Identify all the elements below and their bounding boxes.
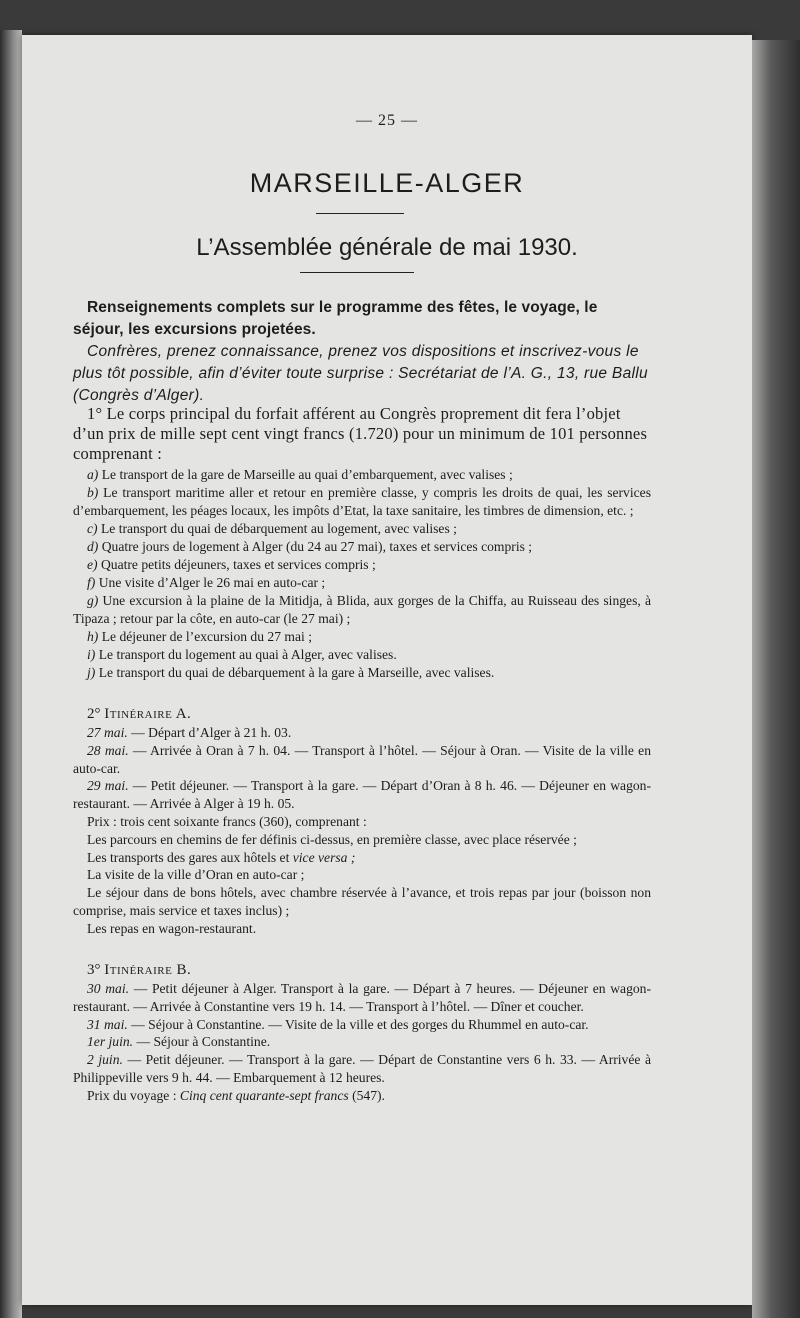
list-item: g) Une excursion à la plaine de la Mitidja, à Blida, aux gorges de la Chiffa, au Ruisseau des singes, à Tipaza ; retour par la côte, en auto-car (le 27 mai) ;: [73, 593, 651, 626]
includes-line: Le séjour dans de bons hôtels, avec chambre réservée à l’avance, et trois repas par jour (boisson non comprise, mais service et taxes inclus) ;: [73, 885, 651, 918]
intro-italic: Confrères, prenez connaissance, prenez vos dispositions et inscrivez-vous le plus tôt possible, afin d’éviter toute surprise : Secrétariat de l’A. G., 13, rue Ballu (Congrès d’Alger).: [73, 343, 648, 404]
section-1-intro: 1° Le corps principal du forfait afférent au Congrès proprement dit fera l’objet d’un prix de mille sept cent vingt francs (1.720) pour un minimum de 101 personnes comprenant :: [73, 404, 648, 463]
itinerary-line: 2 juin. — Petit déjeuner. — Transport à la gare. — Départ de Constantine vers 6 h. 33. — Arrivée à Philippeville vers 9 h. 44. — Embarquement à 12 heures.: [73, 1052, 651, 1085]
list-item: a) Le transport de la gare de Marseille au quai d’embarquement, avec valises ;: [87, 467, 513, 482]
itinerary-line: 31 mai. — Séjour à Constantine. — Visite de la ville et des gorges du Rhummel en auto-car.: [87, 1016, 589, 1032]
page-subtitle: L’Assemblée générale de mai 1930.: [196, 234, 578, 261]
section-1-list: [73, 466, 651, 682]
list-item: b) Le transport maritime aller et retour en première classe, y compris les droits de quai, les services d’embarquement, les péages locaux, les impôts d’Etat, la taxe sanitaire, les timbres de dimension, etc. ;: [73, 485, 651, 518]
list-item: e) Quatre petits déjeuners, taxes et services compris ;: [87, 557, 376, 572]
page-title: MARSEILLE-ALGER: [249, 168, 525, 198]
page-number: — 25 —: [356, 112, 418, 129]
intro-bold: Renseignements complets sur le programme des fêtes, le voyage, le séjour, les excursions projetées.: [73, 299, 598, 338]
includes-line: Les repas en wagon-restaurant.: [87, 920, 257, 936]
price-line: Prix : trois cent soixante francs (360), comprenant :: [87, 813, 367, 829]
section-3: [73, 960, 651, 1105]
includes-line: Les transports des gares aux hôtels et vice versa ;: [87, 849, 356, 865]
subtitle-rule: [300, 272, 414, 273]
itinerary-line: 27 mai. — Départ d’Alger à 21 h. 03.: [87, 725, 292, 740]
title-rule: [316, 213, 404, 214]
list-item: f) Une visite d’Alger le 26 mai en auto-car ;: [87, 575, 326, 590]
left-page-edge: [0, 30, 22, 1318]
list-item: j) Le transport du quai de débarquement à la gare à Marseille, avec valises.: [87, 665, 495, 680]
section-3-heading: 3° Itinéraire B.: [87, 962, 192, 978]
right-page-edge: [752, 40, 800, 1318]
includes-line: La visite de la ville d’Oran en auto-car ;: [87, 867, 305, 883]
itinerary-line: 30 mai. — Petit déjeuner à Alger. Transport à la gare. — Départ à 7 heures. — Déjeuner en wagon-restaurant. — Arrivée à Constantine vers 19 h. 14. — Transport à l’hôtel. — Dîner et coucher.: [73, 981, 652, 1014]
section-2: [73, 704, 651, 938]
itinerary-line: 28 mai. — Arrivée à Oran à 7 h. 04. — Transport à l’hôtel. — Séjour à Oran. — Visite de la ville en auto-car.: [73, 742, 652, 776]
includes-line: Les parcours en chemins de fer définis ci-dessus, en première classe, avec place réservée ;: [87, 831, 577, 847]
itinerary-line: 1er juin. — Séjour à Constantine.: [87, 1034, 271, 1050]
section-2-heading: 2° Itinéraire A.: [87, 706, 192, 722]
list-item: c) Le transport du quai de débarquement au logement, avec valises ;: [87, 521, 457, 536]
price-line: Prix du voyage : Cinq cent quarante-sept francs (547).: [87, 1087, 385, 1103]
list-item: h) Le déjeuner de l’excursion du 27 mai ;: [87, 629, 312, 644]
list-item: d) Quatre jours de logement à Alger (du 24 au 27 mai), taxes et services compris ;: [87, 539, 533, 554]
itinerary-line: 29 mai. — Petit déjeuner. — Transport à la gare. — Départ d’Oran à 8 h. 46. — Déjeuner en wagon-restaurant. — Arrivée à Alger à 19 h. 05.: [73, 778, 652, 812]
list-item: i) Le transport du logement au quai à Alger, avec valises.: [87, 647, 397, 662]
